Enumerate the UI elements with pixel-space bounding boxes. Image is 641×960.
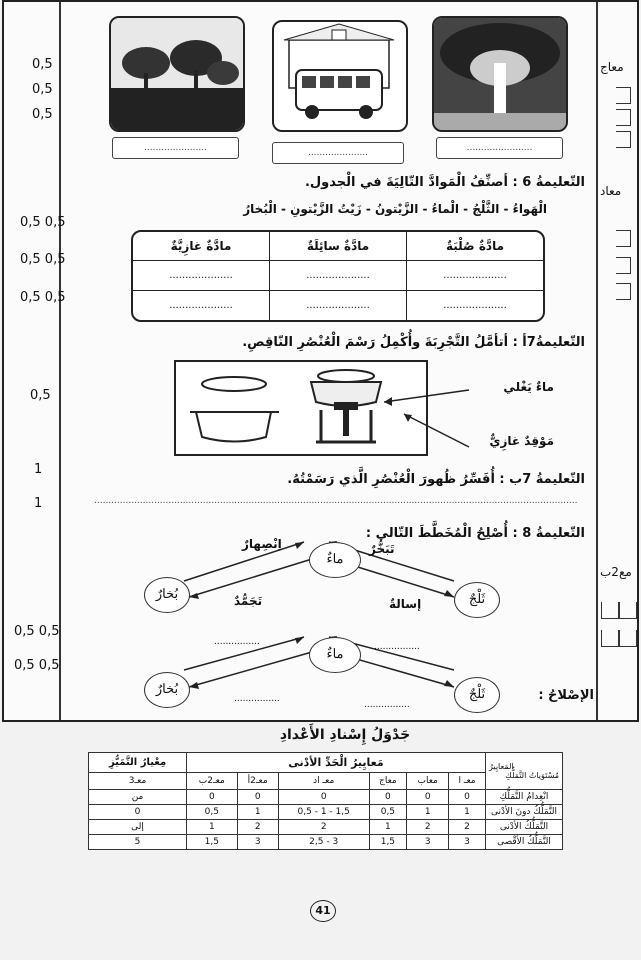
state-water: ماءٌ	[309, 542, 361, 578]
blank-freezing[interactable]: ................	[234, 694, 280, 704]
task6-cell[interactable]: ....................	[406, 291, 543, 320]
picture-caption-1[interactable]: ......................	[112, 137, 239, 159]
corner-bottom: مُسْتَوَياتُ التَّمَلُّكِ	[505, 771, 559, 780]
correction-label: الإصْلاحُ :	[538, 688, 594, 703]
grade-cell: 0	[237, 790, 278, 805]
picture-caption-2[interactable]: .....................	[272, 142, 404, 164]
task6-title: التّعليمةُ 6 : أصنِّفُ الْمَوادَّ التّالِيَةَ في الْجدول.	[304, 175, 585, 190]
score-task6-row2: 0,5 0,5	[20, 252, 66, 267]
check-box[interactable]	[601, 630, 637, 647]
score-column-divider	[59, 2, 61, 720]
task7a-title: التّعليمةُ7أ : أتأمَّلُ التَّجْرِبَةَ وأُكْمِلُ رَسْمَ الْعُنْصُرِ النّاقِصِ.	[242, 335, 585, 350]
process-liquefaction: إسالةٌ	[389, 597, 422, 611]
grading-col-header: معـ2أ	[237, 773, 278, 790]
check-box[interactable]	[601, 602, 637, 619]
picture-tree	[432, 16, 568, 132]
grade-cell: 0,5	[369, 805, 407, 820]
grade-cell: 2	[407, 820, 449, 835]
score-task7b-2: 1	[34, 496, 43, 511]
grade-cell: 3	[407, 835, 449, 850]
state-water: ماءٌ	[309, 637, 361, 673]
grade-cell: 0	[449, 790, 486, 805]
task6-cell[interactable]: ....................	[169, 300, 233, 311]
level-label: التَّمَلُّكُ الأقْصى	[486, 835, 563, 850]
task6-cell[interactable]: ....................	[169, 270, 233, 281]
blank-melting[interactable]: ................	[214, 637, 260, 647]
picture-caption-3[interactable]: .......................	[436, 137, 563, 159]
check-box[interactable]	[616, 131, 631, 148]
grade-cell: 2	[449, 820, 486, 835]
blank-liquefaction[interactable]: ................	[364, 700, 410, 710]
level-label: التَّمَلُّكُ دونَ الأدْنى	[486, 805, 563, 820]
grading-col-header: معـ2ب	[187, 773, 237, 790]
grading-col-header: معـ اد	[278, 773, 369, 790]
grade-cell: 3	[237, 835, 278, 850]
excellence-cell: من	[89, 790, 187, 805]
grade-cell: 3 - 2,5	[278, 835, 369, 850]
grading-table	[88, 752, 563, 850]
score-task7a: 0,5	[30, 388, 51, 403]
check-box[interactable]	[616, 283, 631, 300]
score-task6-row1: 0,5 0,5	[20, 215, 66, 230]
task6-header-gas: مادَّةٌ غازِيَّةٌ	[170, 239, 232, 253]
level-label: التَّمَلُّكُ الأدْنى	[486, 820, 563, 835]
criterion-label-2: معاد	[600, 184, 622, 198]
task6-cell[interactable]: ....................	[269, 261, 406, 290]
min-criteria-header: مَعايِيرُ الْحَدِّ الأدْنى	[187, 753, 486, 773]
task6-header-liquid: مادَّةٌ سائِلَةٌ	[269, 232, 406, 260]
task8-title: التّعليمةُ 8 : أُصْلِحُ الْمُخَطَّطَ التّالي :	[365, 526, 585, 541]
grade-cell: 1	[237, 805, 278, 820]
state-vapor: بُخارٌ	[144, 672, 190, 708]
task6-items: الْهَواءُ - الثَّلْجُ - الْماءُ - الزَّيْتونُ - زَيْتُ الزَّيْتونِ - الْبُخارُ	[243, 202, 547, 216]
label-gas-burner: مَوْقِدٌ غازِيٌّ	[489, 434, 554, 448]
score-img3: 0,5	[32, 107, 53, 122]
task6-cell[interactable]: ....................	[406, 261, 543, 290]
score-img2: 0,5	[32, 82, 53, 97]
process-freezing: تَجَمُّدٌ	[234, 594, 263, 608]
grading-col-header: معـ3	[89, 773, 187, 790]
grade-cell: 2	[237, 820, 278, 835]
check-box[interactable]	[616, 257, 631, 274]
grade-cell: 1,5 - 1 - 0,5	[278, 805, 369, 820]
check-box[interactable]	[616, 109, 631, 126]
experiment-arrows	[384, 372, 474, 462]
score-img1: 0,5	[32, 57, 53, 72]
grade-cell: 1	[369, 820, 407, 835]
check-box[interactable]	[616, 87, 631, 104]
process-melting: اِنْصِهارٌ	[242, 537, 282, 551]
grading-title: جَدْوَلُ إِسْنادِ الأَعْدادِ	[279, 727, 411, 743]
grading-col-header: معاج	[369, 773, 407, 790]
blank-evaporation[interactable]: ................	[374, 642, 420, 652]
grade-cell: 1	[449, 805, 486, 820]
state-vapor: بُخارٌ	[144, 577, 190, 613]
grade-cell: 1	[187, 820, 237, 835]
excellence-cell: إلى	[89, 820, 187, 835]
state-ice: ثَلْجٌ	[454, 582, 500, 618]
page-number: 41	[310, 900, 336, 922]
grading-corner	[486, 753, 563, 790]
criterion-label-3: مع2ب	[600, 565, 632, 579]
excellence-header: مِعْيارُ التَّمَيُّزِ	[89, 753, 187, 773]
task7b-answer-line[interactable]: .........................................................................................................................................................................	[94, 496, 578, 506]
score-task7b-1: 1	[34, 462, 43, 477]
corner-top: المَعايِيرُ	[489, 762, 514, 771]
score-task6-row3: 0,5 0,5	[20, 290, 66, 305]
task6-table	[131, 230, 545, 322]
grade-cell: 2	[278, 820, 369, 835]
grading-col-header: معاب	[407, 773, 449, 790]
picture-school-bus	[272, 20, 408, 132]
state-ice: ثَلْجٌ	[454, 677, 500, 713]
check-box[interactable]	[616, 230, 631, 247]
level-label: انْعِدامُ التَّمَلُّكِ	[486, 790, 563, 805]
grade-cell: 0	[187, 790, 237, 805]
excellence-cell: 5	[89, 835, 187, 850]
grade-cell: 1	[407, 805, 449, 820]
label-boiling-water: ماءٌ يَغْلي	[503, 380, 554, 394]
grade-cell: 1,5	[369, 835, 407, 850]
task7b-title: التّعليمةُ 7ب : أُفَسِّرُ ظُهورَ الْعُنْصُرِ الَّذي رَسَمْتُهُ.	[287, 472, 585, 487]
grade-cell: 0	[369, 790, 407, 805]
grading-col-header: معـ ا	[449, 773, 486, 790]
grade-cell: 0	[278, 790, 369, 805]
worksheet-sheet	[2, 0, 639, 722]
score-task8-1: 0,5 0,5	[14, 624, 60, 639]
grade-cell: 0	[407, 790, 449, 805]
grade-cell: 3	[449, 835, 486, 850]
task6-header-solid: مادَّةٌ صُلْبَةٌ	[406, 232, 543, 260]
task6-cell[interactable]: ....................	[269, 291, 406, 320]
score-task8-2: 0,5 0,5	[14, 658, 60, 673]
criteria-column-divider	[596, 2, 598, 720]
process-evaporation: تَبَخُّرٌ	[369, 542, 395, 556]
grade-cell: 0,5	[187, 805, 237, 820]
excellence-cell: 0	[89, 805, 187, 820]
grade-cell: 1,5	[187, 835, 237, 850]
picture-evaporation-trees	[109, 16, 245, 132]
criterion-label-1: معاج	[600, 60, 624, 74]
